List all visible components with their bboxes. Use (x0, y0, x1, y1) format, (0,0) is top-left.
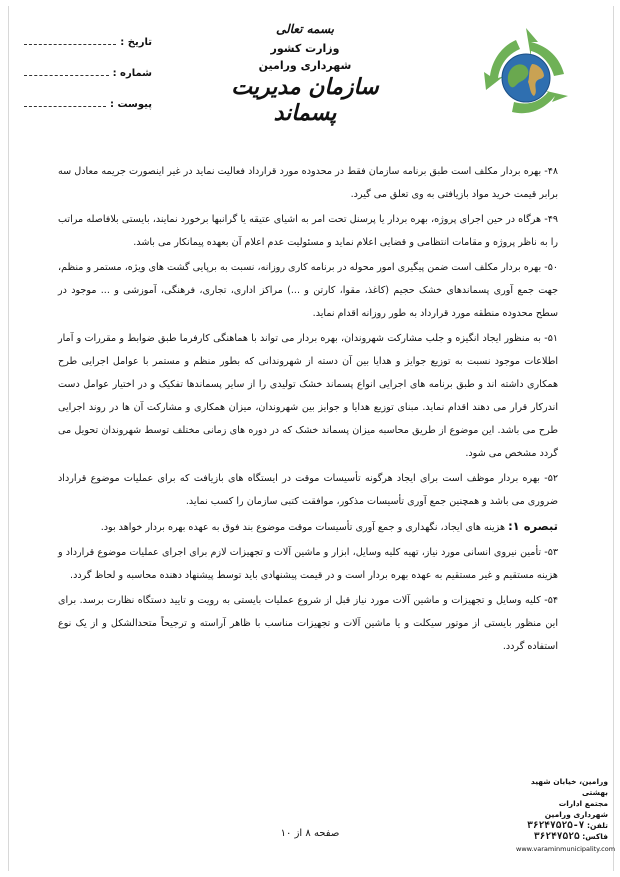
clause-54: ۵۴- کلیه وسایل و تجهیزات و ماشین آلات مورد نیاز قبل از شروع عملیات بایستی به رویت و تایید دستگاه نظارت برسد. برای این منظور بایستی از موتور سیکلت و یا ماشین آلات و تجهیزات مناسب با ظاهر آراسته و ترجیحاً متحدالشکل و از یک نوع استفاده گردد. (58, 595, 558, 652)
attachment-field (24, 98, 152, 129)
fax-row (516, 831, 608, 842)
address-line-3: شهرداری ورامین (544, 810, 608, 819)
recycling-globe-logo-icon (476, 24, 576, 124)
clause-50: ۵۰- بهره بردار مکلف است ضمن پیگیری امور محوله در برنامه کاری روزانه، نسبت به برپایی گشت های ویژه، مستمر و منظم، جهت جمع آوری پسماندهای خشک حجیم (کاغذ، مقوا، کارتن و ...) مراکز اداری، تجاری، فرهنگی، آموزشی و ... موجود در سطح محدوده منطقه مورد قرارداد به طور روزانه اقدام نماید. (58, 262, 558, 319)
fax-label: فاکس: (582, 832, 608, 841)
letterhead (210, 22, 400, 126)
address-line-2: مجتمع ادارات (558, 799, 608, 808)
header-meta (24, 36, 152, 129)
attachment-line (24, 98, 106, 107)
number-label: شماره : (112, 68, 152, 79)
clause-48: ۴۸- بهره بردار مکلف است طبق برنامه سازمان فقط در محدوده مورد قرارداد فعالیت نماید در غیر اینصورت جریمه معادل سه برابر قیمت خرید مواد بازیافتی به وی تعلق می گیرد. (58, 166, 558, 200)
note-1 (58, 515, 558, 539)
address-line-1: ورامین، خیابان شهید بهشتی (530, 777, 608, 797)
fax-number: ۳۶۲۴۷۵۲۵ (533, 831, 580, 842)
page-number: صفحه ۸ از ۱۰ (280, 828, 340, 839)
attachment-label: پیوست : (109, 99, 152, 110)
phone-row (516, 820, 608, 831)
date-field (24, 36, 152, 67)
date-label: تاریخ : (120, 37, 152, 48)
website-link[interactable]: www.varaminmunicipality.com (516, 845, 616, 853)
clause-51: ۵۱- به منظور ایجاد انگیزه و جلب مشارکت شهروندان، بهره بردار می تواند با هماهنگی کارفرما طبق ضوابط و مقررات و آمار اطلاعات موجود نسبت به توزیع جوایز و هدایا بین آن دسته از شهروندانی که بطور منظم و مستمر با عوامل اجرایی طرح همکاری داشته اند و طبق برنامه های اجرایی انواع پسماند خشک تولیدی را از سایر پسماندها تفکیک و در اختیار عوامل دست اندرکار قرار می دهند اقدام نماید. مبنای توزیع هدایا و جوایز بین شهروندان، میزان همکاری و مشارکت آن ها در روند اجرایی طرح می باشد. این موضوع از طریق محاسبه میزان پسماند خشک که در دوره های زمانی مختلف توسط شهروندان تحویل می گردد مشخص می شود. (58, 333, 558, 459)
basmala: بسمه تعالی (275, 22, 335, 36)
ministry-name: وزارت کشور (270, 42, 340, 55)
clause-53: ۵۳- تأمین نیروی انسانی مورد نیاز، تهیه کلیه وسایل، ابزار و ماشین آلات و تجهیزات لازم برای اجرای عملیات موضوع قرارداد و هزینه مستقیم و غیر مستقیم به عهده بهره بردار است و در قیمت پیشنهادی باید توسط پیشنهاد دهنده محاسبه و لحاظ گردد. (58, 547, 558, 581)
contact-info (516, 776, 616, 855)
organization-name: سازمان مدیریت پسماند (231, 74, 379, 126)
phone-label: تلفن: (586, 821, 608, 830)
document-body (58, 160, 558, 658)
clause-49: ۴۹- هرگاه در حین اجرای پروژه، بهره بردار یا پرسنل تحت امر به اشیای عتیقه یا گرانبها برخورد نمایند، بایستی بلافاصله مراتب را به ناظر پروژه و مقامات انتظامی و قضایی اعلام نماید و مسئولیت عدم اعلام آن بعهده پیمانکار می باشد. (58, 214, 558, 248)
number-line (24, 67, 109, 76)
note-1-label: تبصره ۱: (508, 519, 558, 533)
number-field (24, 67, 152, 98)
phone-number: ۳۶۲۴۷۵۲۵-۷ (527, 820, 585, 831)
municipality-name: شهرداری ورامین (258, 59, 352, 72)
date-line (24, 36, 116, 45)
note-1-text: هزینه های ایجاد، نگهداری و جمع آوری تأسیسات موقت موضوع بند فوق به عهده بهره بردار خواهد بود. (100, 522, 509, 533)
clause-52: ۵۲- بهره بردار موظف است برای ایجاد هرگونه تأسیسات موقت در ایستگاه های بازیافت که برای عملیات موضوع قرارداد ضروری می باشد و همچنین جمع آوری تأسیسات مذکور، موافقت کتبی سازمان را کسب نماید. (58, 473, 558, 507)
